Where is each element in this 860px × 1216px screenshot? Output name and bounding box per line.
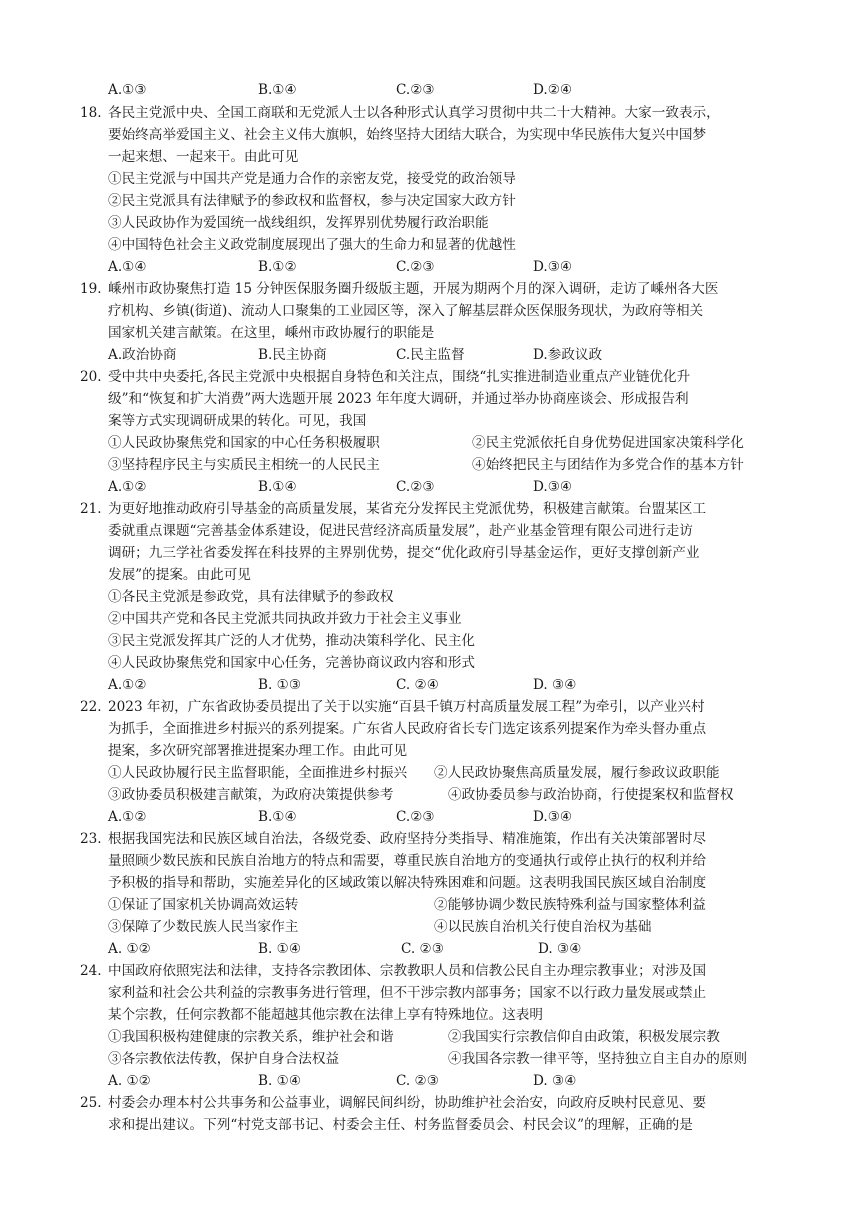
q18-item-3: ③人民政协作为爱国统一战线组织，发挥界别优势履行政治职能: [108, 215, 489, 231]
q23-item-1: ①保证了国家机关协调高效运转: [108, 897, 299, 913]
q22-stem-line: 为抓手，全面推进乡村振兴的系列提案。广东省人民政府省长专门选定该系列提案作为牵头督办重点: [108, 721, 707, 737]
q19-choice-d[interactable]: D.参政议政: [533, 347, 603, 363]
q18-number: 18.: [80, 105, 102, 121]
q20-choice-b[interactable]: B.①④: [258, 479, 297, 495]
q22-choice-d[interactable]: D.③④: [533, 809, 573, 825]
q21-item-4: ④人民政协聚焦党和国家中心任务，完善协商议政内容和形式: [108, 655, 476, 671]
q17-choice-a[interactable]: A.①③: [108, 82, 147, 98]
q20-item-4: ④始终把民主与团结作为多党合作的基本方针: [472, 457, 744, 473]
q20-choice-d[interactable]: D.③④: [533, 479, 573, 495]
q20-stem-line: 案等方式实现调研成果的转化。可见，我国: [108, 413, 367, 429]
q21-item-3: ③民主党派发挥其广泛的人才优势，推动决策科学化、民主化: [108, 633, 476, 649]
q23-choice-a[interactable]: A. ①②: [108, 941, 151, 957]
q23-stem-line: 量照顾少数民族和民族自治地方的特点和需要，尊重民族自治地方的变通执行或停止执行的权利并给: [108, 853, 707, 869]
q20-number: 20.: [80, 369, 102, 385]
q17-choice-d[interactable]: D.②④: [533, 82, 573, 98]
q24-choice-c[interactable]: C. ②③: [396, 1073, 439, 1089]
q21-choice-a[interactable]: A.①②: [108, 677, 147, 693]
q19-choice-b[interactable]: B.民主协商: [258, 347, 327, 363]
q17-choice-c[interactable]: C.②③: [396, 82, 435, 98]
q24-item-1: ①我国积极构建健康的宗教关系，维护社会和谐: [108, 1029, 394, 1045]
q23-stem-line: 予积极的指导和帮助，实施差异化的区域政策以解决特殊困难和问题。这表明我国民族区域自治制度: [108, 875, 707, 891]
q18-choice-b[interactable]: B.①②: [258, 259, 297, 275]
q23-item-3: ③保障了少数民族人民当家作主: [108, 919, 299, 935]
q21-stem-line: 为更好地推动政府引导基金的高质量发展，某省充分发挥民主党派优势，积极建言献策。台盟某区工: [108, 501, 707, 517]
q21-stem-line: 委就重点课题“完善基金体系建设，促进民营经济高质量发展”，赴产业基金管理有限公司进行走访: [108, 523, 693, 539]
q24-item-3: ③各宗教依法传教，保护自身合法权益: [108, 1051, 340, 1067]
q25-number: 25.: [80, 1095, 102, 1111]
q22-number: 22.: [80, 699, 102, 715]
q20-choice-c[interactable]: C.②③: [396, 479, 435, 495]
q20-stem-line: 受中共中央委托,各民主党派中央根据自身特色和关注点，围绕“扎实推进制造业重点产业链优化升: [108, 369, 691, 385]
q22-item-2: ②人民政协聚焦高质量发展，履行参政议政职能: [434, 765, 720, 781]
q21-choice-c[interactable]: C. ②④: [396, 677, 439, 693]
q21-stem-line: 调研；九三学社省委发挥在科技界的主界别优势，提交“优化政府引导基金运作，更好支撑创新产业: [108, 545, 700, 561]
q24-choice-d[interactable]: D. ③④: [533, 1073, 577, 1089]
q23-stem-line: 根据我国宪法和民族区域自治法，各级党委、政府坚持分类指导、精准施策，作出有关决策部署时尽: [108, 831, 707, 847]
q18-choice-c[interactable]: C.②③: [396, 259, 435, 275]
q20-item-1: ①人民政协聚焦党和国家的中心任务积极履职: [108, 435, 380, 451]
q19-stem-line: 疗机构、乡镇(街道)、流动人口聚集的工业园区等，深入了解基层群众医保服务现状，为政府等相关: [108, 303, 704, 319]
q19-choice-c[interactable]: C.民主监督: [396, 347, 465, 363]
q23-number: 23.: [80, 831, 102, 847]
q23-choice-c[interactable]: C. ②③: [401, 941, 444, 957]
q24-choice-b[interactable]: B. ①④: [258, 1073, 302, 1089]
q18-stem-line: 各民主党派中央、全国工商联和无党派人士以各种形式认真学习贯彻中共二十大精神。大家一致表示，: [108, 105, 720, 121]
q18-stem-line: 一起来想、一起来干。由此可见: [108, 149, 299, 165]
q21-item-1: ①各民主党派是参政党，具有法律赋予的参政权: [108, 589, 394, 605]
q22-item-3: ③政协委员积极建言献策，为政府决策提供参考: [108, 787, 394, 803]
q24-stem-line: 家利益和社会公共利益的宗教事务进行管理，但不干涉宗教内部事务；国家不以行政力量发展或禁止: [108, 985, 707, 1001]
q22-stem-line: 2023 年初，广东省政协委员提出了关于以实施“百县千镇万村高质量发展工程”为牵引，以产业兴村: [108, 699, 705, 715]
q19-choice-a[interactable]: A.政治协商: [108, 347, 177, 363]
q23-choice-b[interactable]: B. ①④: [258, 941, 302, 957]
q19-number: 19.: [80, 281, 102, 297]
q18-choice-d[interactable]: D.③④: [533, 259, 573, 275]
q24-number: 24.: [80, 963, 102, 979]
q25-stem-line: 求和提出建议。下列“村党支部书记、村委会主任、村务监督委员会、村民会议”的理解，正确的是: [108, 1117, 693, 1133]
q21-number: 21.: [80, 501, 102, 517]
q21-choice-b[interactable]: B. ①③: [258, 677, 302, 693]
q23-item-2: ②能够协调少数民族特殊利益与国家整体利益: [434, 897, 706, 913]
q20-choice-a[interactable]: A.①②: [108, 479, 147, 495]
q25-stem-line: 村委会办理本村公共事务和公益事业，调解民间纠纷，协助维护社会治安，向政府反映村民意见、要: [108, 1095, 707, 1111]
q21-choice-d[interactable]: D. ③④: [533, 677, 577, 693]
q23-item-4: ④以民族自治机关行使自治权为基础: [434, 919, 652, 935]
q22-item-1: ①人民政协履行民主监督职能，全面推进乡村振兴: [108, 765, 408, 781]
q19-stem-line: 国家机关建言献策。在这里，嵊州市政协履行的职能是: [108, 325, 435, 341]
q22-choice-b[interactable]: B.①④: [258, 809, 297, 825]
q18-item-2: ②民主党派具有法律赋予的参政权和监督权，参与决定国家大政方针: [108, 193, 516, 209]
q21-item-2: ②中国共产党和各民主党派共同执政并致力于社会主义事业: [108, 611, 462, 627]
q18-choice-a[interactable]: A.①④: [108, 259, 147, 275]
q22-item-4: ④政协委员参与政治协商，行使提案权和监督权: [448, 787, 734, 803]
q22-choice-c[interactable]: C.②③: [396, 809, 435, 825]
q24-choice-a[interactable]: A. ①②: [108, 1073, 151, 1089]
q20-stem-line: 级”和“恢复和扩大消费”两大选题开展 2023 年年度大调研，并通过举办协商座谈会、形成报告利: [108, 391, 689, 407]
q24-stem-line: 某个宗教，任何宗教都不能超越其他宗教在法律上享有特殊地位。这表明: [108, 1007, 543, 1023]
q22-stem-line: 提案，多次研究部署推进提案办理工作。由此可见: [108, 743, 408, 759]
q18-stem-line: 要始终高举爱国主义、社会主义伟大旗帜，始终坚持大团结大联合，为实现中华民族伟大复兴中国梦: [108, 127, 707, 143]
q24-stem-line: 中国政府依照宪法和法律，支持各宗教团体、宗教教职人员和信教公民自主办理宗教事业；对涉及国: [108, 963, 707, 979]
q21-stem-line: 发展”的提案。由此可见: [108, 567, 251, 583]
q18-item-4: ④中国特色社会主义政党制度展现出了强大的生命力和显著的优越性: [108, 237, 516, 253]
q22-choice-a[interactable]: A.①②: [108, 809, 147, 825]
q17-choice-b[interactable]: B.①④: [258, 82, 297, 98]
q24-item-2: ②我国实行宗教信仰自由政策，积极发展宗教: [448, 1029, 720, 1045]
q19-stem-line: 嵊州市政协聚焦打造 15 分钟医保服务圈升级版主题，开展为期两个月的深入调研，走访了嵊州各大医: [108, 281, 719, 297]
q20-item-3: ③坚持程序民主与实质民主相统一的人民民主: [108, 457, 380, 473]
q24-item-4: ④我国各宗教一律平等，坚持独立自主自办的原则: [448, 1051, 748, 1067]
q20-item-2: ②民主党派依托自身优势促进国家决策科学化: [472, 435, 744, 451]
q18-item-1: ①民主党派与中国共产党是通力合作的亲密友党，接受党的政治领导: [108, 171, 516, 187]
q23-choice-d[interactable]: D. ③④: [538, 941, 582, 957]
